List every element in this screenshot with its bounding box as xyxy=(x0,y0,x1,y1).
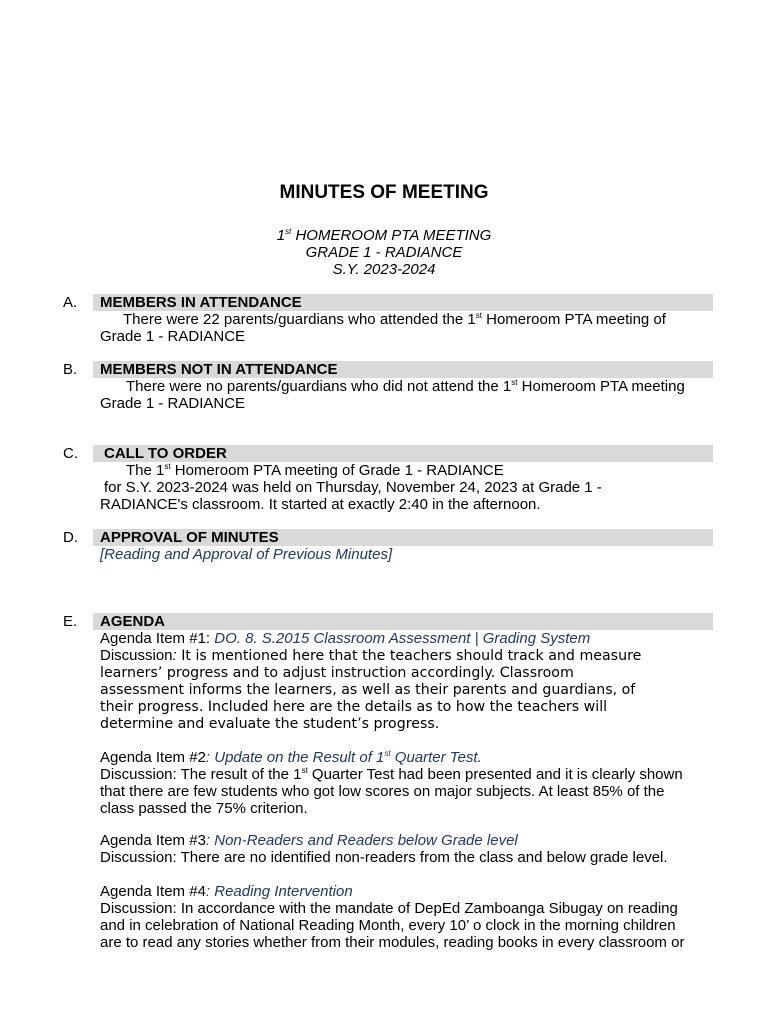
document-title: MINUTES OF MEETING xyxy=(279,182,489,203)
section-heading: MEMBERS NOT IN ATTENDANCE xyxy=(93,361,713,378)
section-heading: CALL TO ORDER xyxy=(93,445,713,462)
section-heading: MEMBERS IN ATTENDANCE xyxy=(93,294,713,311)
meeting-subtitle xyxy=(0,227,768,278)
agenda-item-4: Agenda Item #4: Reading Intervention Discussion: In accordance with the mandate of DepEd Zamboanga Sibugay on reading and in celebration of National Reading Month, every 10’ o clock in the morning children are to read any stories whether from their modules, reading books in every classroom or xyxy=(100,883,685,951)
section-letter: D. xyxy=(63,529,78,546)
section-letter: C. xyxy=(63,445,78,462)
section-body: There were no parents/guardians who did not attend the 1st Homeroom PTA meeting Grade 1 - RADIANCE xyxy=(100,378,685,412)
section-letter: A. xyxy=(63,294,78,311)
section-letter: E. xyxy=(63,613,78,630)
section-letter: B. xyxy=(63,361,78,378)
subtitle-line-3: S.Y. 2023-2024 xyxy=(332,261,436,278)
section-body: The 1st Homeroom PTA meeting of Grade 1 - RADIANCE for S.Y. 2023-2024 was held on Thursday, November 24, 2023 at Grade 1 - RADIANCE's classroom. It started at exactly 2:40 in the afternoon. xyxy=(100,462,602,513)
section-body: [Reading and Approval of Previous Minutes] xyxy=(100,546,393,563)
section-heading: APPROVAL OF MINUTES xyxy=(93,529,713,546)
agenda-item-3: Agenda Item #3: Non-Readers and Readers below Grade level Discussion: There are no identified non-readers from the class and below grade level. xyxy=(100,832,668,866)
agenda-item-1: Agenda Item #1: DO. 8. S.2015 Classroom Assessment | Grading System Discussion: It is mentioned here that the teachers should track and measure learners’ progress and to adjust instruction accordingly. Classroom assessment informs the learners, as well as their parents and guardians, of their progress. Included here are the details as to how the teachers will determine and evaluate the student’s progress. xyxy=(100,630,642,732)
agenda-item-2: Agenda Item #2: Update on the Result of 1st Quarter Test. Discussion: The result of the 1st Quarter Test had been presented and it is clearly shown that there are few students who got low scores on major subjects. At least 85% of the class passed the 75% criterion. xyxy=(100,749,683,817)
section-body: There were 22 parents/guardians who attended the 1st Homeroom PTA meeting of Grade 1 - RADIANCE xyxy=(100,311,666,345)
section-heading: AGENDA xyxy=(93,613,713,630)
subtitle-line-1: 1st HOMEROOM PTA MEETING xyxy=(276,227,492,244)
subtitle-line-2: GRADE 1 - RADIANCE xyxy=(305,244,463,261)
